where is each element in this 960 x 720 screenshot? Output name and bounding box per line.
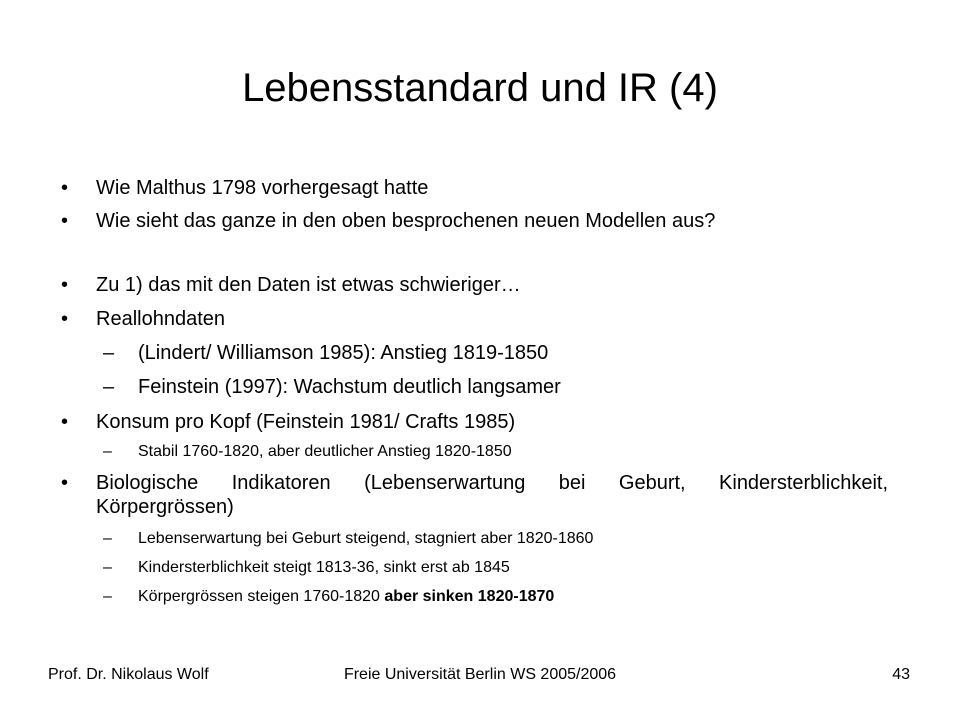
dash-icon: – [103,443,112,460]
dash-icon: – [103,530,112,547]
sub-bullet-text: Stabil 1760-1820, aber deutlicher Anstieg 1820-1850 [138,443,512,460]
bullet-dot-icon: • [61,274,69,296]
sub-bullet-item [58,529,888,549]
dash-icon: – [103,342,115,364]
dash-icon: – [103,588,112,605]
sub-bullet-text: Feinstein (1997): Wachstum deutlich langsamer [138,376,561,398]
bullet-text: Konsum pro Kopf (Feinstein 1981/ Crafts 1985) [96,411,516,433]
bullet-text: Biologische Indikatoren (Lebenserwartung bei Geburt, Kindersterblichkeit, Körpergrössen) [96,472,888,518]
bullet-dot-icon: • [61,177,69,199]
bullet-item [58,273,888,297]
footer-author: Prof. Dr. Nikolaus Wolf [48,666,209,683]
bullet-dot-icon: • [61,210,69,232]
bullet-dot-icon: • [61,411,69,433]
bullet-dot-icon: • [61,472,69,494]
sub-bullet-item [58,442,888,462]
bullet-text: Wie Malthus 1798 vorhergesagt hatte [96,177,429,199]
bullet-item [58,410,888,434]
sub-bullet-item [58,341,888,365]
sub-bullet-emphasis: aber sinken 1820-1870 [384,588,555,605]
sub-bullet-item [58,558,888,578]
sub-bullet-text: (Lindert/ Williamson 1985): Anstieg 1819-1850 [138,342,549,364]
dash-icon: – [103,376,115,398]
bullet-item [58,176,888,200]
sub-bullet-text: Kindersterblichkeit steigt 1813-36, sinkt erst ab 1845 [138,559,510,576]
bullet-text: Zu 1) das mit den Daten ist etwas schwieriger… [96,274,521,296]
bullet-item [58,209,888,233]
footer-institution: Freie Universität Berlin WS 2005/2006 [343,666,617,683]
bullet-dot-icon: • [61,308,69,330]
bullet-item [58,471,888,519]
footer-page-number: 43 [892,666,910,683]
sub-bullet-item [58,375,888,399]
bullet-text: Reallohndaten [96,308,225,330]
sub-bullet-text: Lebenserwartung bei Geburt steigend, stagniert aber 1820-1860 [138,530,594,547]
slide-content [58,176,888,607]
bullet-text: Wie sieht das ganze in den oben besprochenen neuen Modellen aus? [96,210,716,232]
bullet-item [58,307,888,331]
sub-bullet-item [58,587,888,607]
slide-title: Lebensstandard und IR (4) [242,66,718,110]
sub-bullet-text: Körpergrössen steigen 1760-1820 [138,588,385,605]
dash-icon: – [103,559,112,576]
